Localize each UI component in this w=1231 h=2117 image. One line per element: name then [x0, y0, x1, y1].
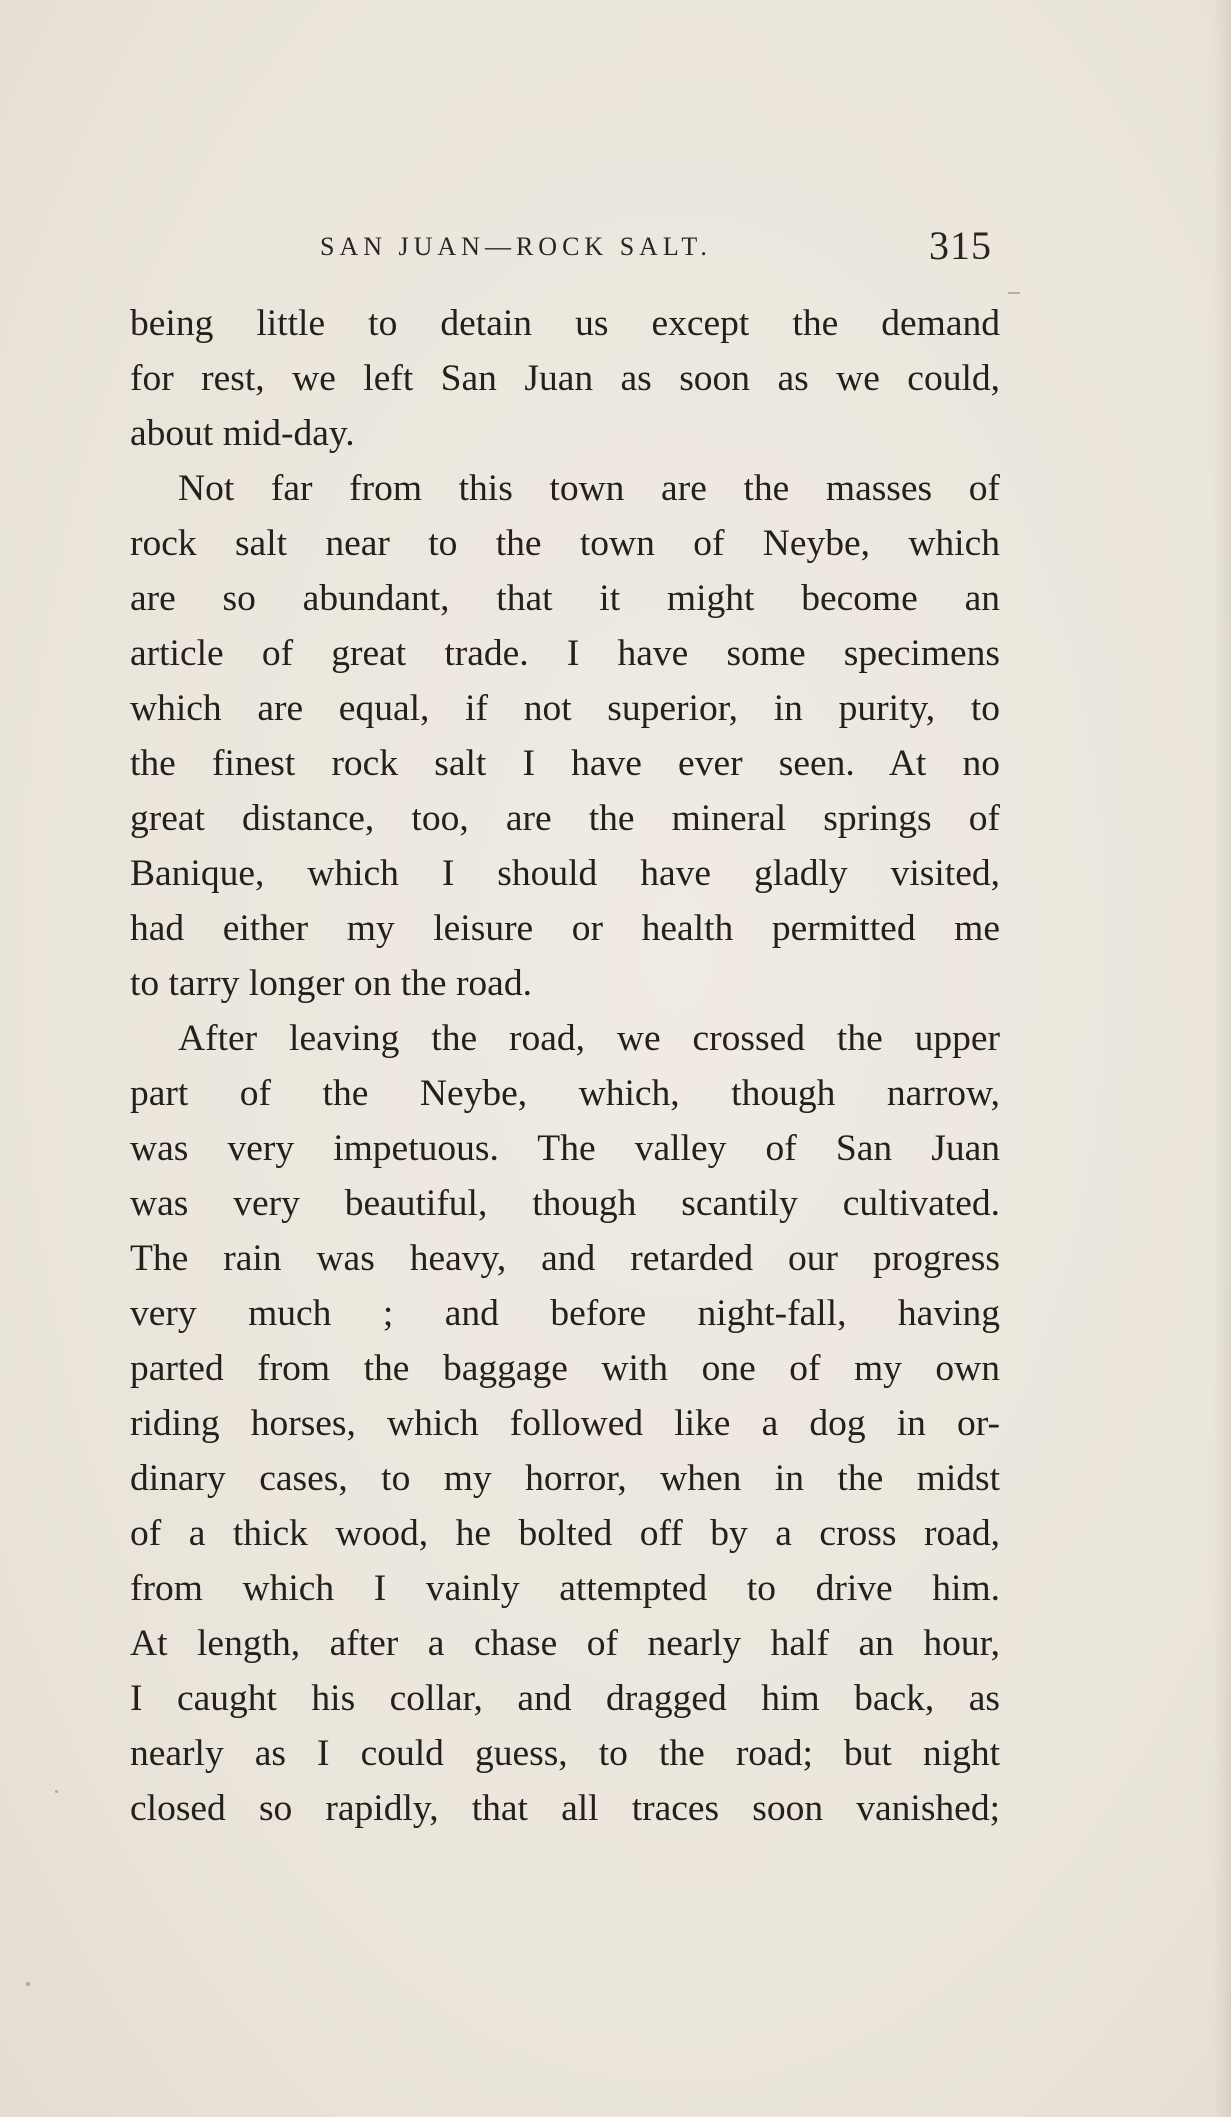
running-head: SAN JUAN—ROCK SALT. [320, 232, 712, 261]
text-line: which are equal, if not superior, in purity, to [130, 688, 1000, 729]
text-line: article of great trade. I have some specimens [130, 633, 1000, 674]
text-line: from which I vainly attempted to drive him. [130, 1568, 1000, 1609]
page-number: 315 [929, 223, 992, 268]
text-line: I caught his collar, and dragged him back, as [130, 1678, 1000, 1719]
text-line: the finest rock salt I have ever seen. At no [130, 743, 1000, 784]
body-text [130, 296, 1000, 1836]
text-line: about mid-day. [130, 413, 355, 454]
text-line: for rest, we left San Juan as soon as we could, [130, 358, 1000, 399]
page-edge-shadow [1213, 0, 1231, 2117]
text-line: had either my leisure or health permitted me [130, 908, 1000, 949]
text-line: very much ; and before night-fall, having [130, 1293, 1000, 1334]
text-line: being little to detain us except the demand [130, 303, 1000, 344]
text-line: part of the Neybe, which, though narrow, [130, 1073, 1000, 1114]
text-line: great distance, too, are the mineral springs of [130, 798, 1000, 839]
text-line: closed so rapidly, that all traces soon vanished; [130, 1788, 1000, 1829]
text-line: The rain was heavy, and retarded our progress [130, 1238, 1000, 1279]
text-line: was very beautiful, though scantily cultivated. [130, 1183, 1000, 1224]
paper-speck [1008, 292, 1020, 294]
text-line: nearly as I could guess, to the road; but night [130, 1733, 1000, 1774]
text-line: of a thick wood, he bolted off by a cross road, [130, 1513, 1000, 1554]
paper-speck [26, 1982, 30, 1986]
page-header [320, 222, 992, 272]
text-line: Not far from this town are the masses of [178, 468, 1000, 509]
paper-speck [55, 1790, 58, 1793]
text-line: parted from the baggage with one of my own [130, 1348, 1000, 1389]
text-line: rock salt near to the town of Neybe, which [130, 523, 1000, 564]
text-line: Banique, which I should have gladly visited, [130, 853, 1000, 894]
text-line: was very impetuous. The valley of San Juan [130, 1128, 1000, 1169]
text-line: are so abundant, that it might become an [130, 578, 1000, 619]
text-line: riding horses, which followed like a dog in or- [130, 1403, 1000, 1444]
text-line: dinary cases, to my horror, when in the midst [130, 1458, 1000, 1499]
text-line: After leaving the road, we crossed the upper [178, 1018, 1000, 1059]
text-line: to tarry longer on the road. [130, 963, 532, 1004]
text-line: At length, after a chase of nearly half an hour, [130, 1623, 1000, 1664]
